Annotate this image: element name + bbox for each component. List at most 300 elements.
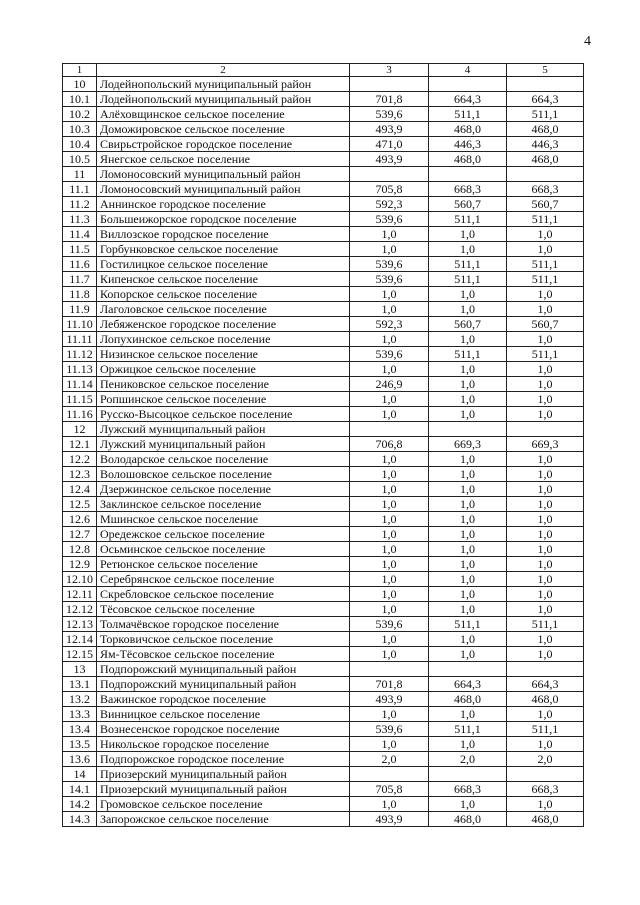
value-col-4-cell: 1,0 — [429, 227, 507, 242]
row-name-cell: Ям-Тёсовское сельское поселение — [97, 647, 350, 662]
value-col-5-cell: 511,1 — [507, 722, 584, 737]
row-name-cell: Осьминское сельское поселение — [97, 542, 350, 557]
row-number-cell: 11.6 — [63, 257, 97, 272]
value-col-4-cell: 468,0 — [429, 122, 507, 137]
value-col-5-cell: 2,0 — [507, 752, 584, 767]
row-name-cell: Заклинское сельское поселение — [97, 497, 350, 512]
row-number-cell: 10.5 — [63, 152, 97, 167]
row-number-cell: 13.3 — [63, 707, 97, 722]
value-col-4-cell: 668,3 — [429, 782, 507, 797]
header-col-5: 5 — [507, 64, 584, 77]
table-row — [63, 347, 584, 362]
table-row — [63, 497, 584, 512]
value-col-4-cell: 511,1 — [429, 722, 507, 737]
row-name-cell: Важинское городское поселение — [97, 692, 350, 707]
table-row — [63, 407, 584, 422]
value-col-3-cell: 1,0 — [350, 737, 429, 752]
value-col-4-cell: 668,3 — [429, 182, 507, 197]
value-col-3-cell: 1,0 — [350, 497, 429, 512]
value-col-4-cell: 468,0 — [429, 692, 507, 707]
table-row — [63, 587, 584, 602]
value-col-4-cell: 1,0 — [429, 497, 507, 512]
value-col-5-cell: 1,0 — [507, 542, 584, 557]
table-row — [63, 77, 584, 92]
row-name-cell: Низинское сельское поселение — [97, 347, 350, 362]
value-col-5-cell: 1,0 — [507, 227, 584, 242]
row-name-cell: Вознесенское городское поселение — [97, 722, 350, 737]
row-number-cell: 10.2 — [63, 107, 97, 122]
value-col-3-cell: 1,0 — [350, 707, 429, 722]
row-name-cell: Тёсовское сельское поселение — [97, 602, 350, 617]
row-name-cell: Ломоносовский муниципальный район — [97, 167, 350, 182]
value-col-4-cell — [429, 167, 507, 182]
value-col-4-cell: 560,7 — [429, 197, 507, 212]
value-col-4-cell: 1,0 — [429, 467, 507, 482]
value-col-3-cell: 1,0 — [350, 632, 429, 647]
table-row — [63, 527, 584, 542]
header-col-4: 4 — [429, 64, 507, 77]
row-number-cell: 14.3 — [63, 812, 97, 827]
value-col-4-cell: 1,0 — [429, 362, 507, 377]
value-col-5-cell: 511,1 — [507, 272, 584, 287]
value-col-3-cell: 706,8 — [350, 437, 429, 452]
table-row — [63, 707, 584, 722]
table-row — [63, 287, 584, 302]
value-col-4-cell: 1,0 — [429, 737, 507, 752]
value-col-5-cell: 668,3 — [507, 182, 584, 197]
table-row — [63, 512, 584, 527]
value-col-5-cell: 1,0 — [507, 407, 584, 422]
row-number-cell: 12.15 — [63, 647, 97, 662]
row-name-cell: Подпорожский муниципальный район — [97, 662, 350, 677]
row-name-cell: Володарское сельское поселение — [97, 452, 350, 467]
row-name-cell: Гостилицкое сельское поселение — [97, 257, 350, 272]
row-number-cell: 12.10 — [63, 572, 97, 587]
value-col-4-cell: 669,3 — [429, 437, 507, 452]
value-col-4-cell: 1,0 — [429, 407, 507, 422]
table-row — [63, 602, 584, 617]
row-number-cell: 11.11 — [63, 332, 97, 347]
value-col-3-cell: 1,0 — [350, 557, 429, 572]
row-number-cell: 14.2 — [63, 797, 97, 812]
value-col-4-cell: 1,0 — [429, 392, 507, 407]
value-col-3-cell: 1,0 — [350, 287, 429, 302]
value-col-5-cell: 1,0 — [507, 362, 584, 377]
value-col-5-cell: 1,0 — [507, 512, 584, 527]
table-row — [63, 302, 584, 317]
value-col-3-cell: 493,9 — [350, 812, 429, 827]
row-name-cell: Большеижорское городское поселение — [97, 212, 350, 227]
row-name-cell: Лодейнопольский муниципальный район — [97, 92, 350, 107]
table-row — [63, 392, 584, 407]
value-col-4-cell: 1,0 — [429, 602, 507, 617]
row-name-cell: Ретюнское сельское поселение — [97, 557, 350, 572]
value-col-5-cell: 1,0 — [507, 527, 584, 542]
value-col-3-cell: 1,0 — [350, 392, 429, 407]
value-col-5-cell: 1,0 — [507, 632, 584, 647]
row-number-cell: 11.15 — [63, 392, 97, 407]
value-col-4-cell — [429, 77, 507, 92]
row-name-cell: Русско-Высоцкое сельское поселение — [97, 407, 350, 422]
value-col-3-cell: 1,0 — [350, 467, 429, 482]
value-col-5-cell — [507, 167, 584, 182]
row-number-cell: 12.12 — [63, 602, 97, 617]
row-number-cell: 11.16 — [63, 407, 97, 422]
value-col-3-cell: 701,8 — [350, 677, 429, 692]
table-row — [63, 812, 584, 827]
row-number-cell: 13.4 — [63, 722, 97, 737]
table-row — [63, 422, 584, 437]
row-number-cell: 12.8 — [63, 542, 97, 557]
table-row — [63, 797, 584, 812]
value-col-3-cell: 1,0 — [350, 572, 429, 587]
value-col-4-cell: 511,1 — [429, 212, 507, 227]
value-col-5-cell: 1,0 — [507, 737, 584, 752]
value-col-5-cell: 1,0 — [507, 602, 584, 617]
value-col-4-cell — [429, 767, 507, 782]
value-col-5-cell: 560,7 — [507, 197, 584, 212]
value-col-4-cell: 664,3 — [429, 92, 507, 107]
value-col-3-cell: 246,9 — [350, 377, 429, 392]
row-number-cell: 12.1 — [63, 437, 97, 452]
value-col-5-cell — [507, 767, 584, 782]
value-col-5-cell: 1,0 — [507, 332, 584, 347]
row-number-cell: 11.13 — [63, 362, 97, 377]
row-number-cell: 10.4 — [63, 137, 97, 152]
value-col-3-cell: 471,0 — [350, 137, 429, 152]
table-row — [63, 647, 584, 662]
row-number-cell: 12 — [63, 422, 97, 437]
value-col-3-cell: 1,0 — [350, 407, 429, 422]
value-col-3-cell: 1,0 — [350, 512, 429, 527]
value-col-3-cell: 2,0 — [350, 752, 429, 767]
value-col-4-cell — [429, 422, 507, 437]
value-col-3-cell: 1,0 — [350, 332, 429, 347]
row-name-cell: Ропшинское сельское поселение — [97, 392, 350, 407]
value-col-3-cell: 1,0 — [350, 227, 429, 242]
table-row — [63, 377, 584, 392]
row-number-cell: 11.4 — [63, 227, 97, 242]
value-col-3-cell — [350, 662, 429, 677]
row-number-cell: 12.13 — [63, 617, 97, 632]
value-col-3-cell — [350, 77, 429, 92]
table-row — [63, 197, 584, 212]
value-col-4-cell: 468,0 — [429, 152, 507, 167]
row-name-cell: Толмачёвское городское поселение — [97, 617, 350, 632]
value-col-4-cell: 664,3 — [429, 677, 507, 692]
row-number-cell: 12.11 — [63, 587, 97, 602]
table-row — [63, 542, 584, 557]
value-col-5-cell: 511,1 — [507, 257, 584, 272]
header-col-1: 1 — [63, 64, 97, 77]
value-col-4-cell: 1,0 — [429, 707, 507, 722]
value-col-3-cell: 1,0 — [350, 602, 429, 617]
value-col-4-cell: 511,1 — [429, 272, 507, 287]
value-col-4-cell: 1,0 — [429, 572, 507, 587]
table-row — [63, 557, 584, 572]
row-number-cell: 11.9 — [63, 302, 97, 317]
value-col-3-cell: 1,0 — [350, 452, 429, 467]
row-name-cell: Алёховщинское сельское поселение — [97, 107, 350, 122]
value-col-5-cell: 511,1 — [507, 212, 584, 227]
value-col-4-cell: 1,0 — [429, 527, 507, 542]
header-col-3: 3 — [350, 64, 429, 77]
value-col-5-cell: 669,3 — [507, 437, 584, 452]
table-row — [63, 272, 584, 287]
value-col-5-cell: 560,7 — [507, 317, 584, 332]
value-col-5-cell: 1,0 — [507, 452, 584, 467]
value-col-5-cell: 1,0 — [507, 467, 584, 482]
value-col-3-cell: 539,6 — [350, 212, 429, 227]
row-number-cell: 13 — [63, 662, 97, 677]
row-name-cell: Никольское городское поселение — [97, 737, 350, 752]
value-col-5-cell: 1,0 — [507, 707, 584, 722]
row-name-cell: Оржицкое сельское поселение — [97, 362, 350, 377]
value-col-3-cell: 1,0 — [350, 242, 429, 257]
value-col-3-cell: 539,6 — [350, 272, 429, 287]
row-number-cell: 14 — [63, 767, 97, 782]
value-col-4-cell: 446,3 — [429, 137, 507, 152]
table-row — [63, 752, 584, 767]
value-col-5-cell: 511,1 — [507, 617, 584, 632]
row-name-cell: Громовское сельское поселение — [97, 797, 350, 812]
value-col-5-cell: 1,0 — [507, 572, 584, 587]
table-row — [63, 452, 584, 467]
header-col-2: 2 — [97, 64, 350, 77]
value-col-3-cell: 493,9 — [350, 122, 429, 137]
value-col-5-cell: 1,0 — [507, 482, 584, 497]
value-col-5-cell: 668,3 — [507, 782, 584, 797]
allocation-table — [62, 63, 584, 827]
value-col-4-cell: 1,0 — [429, 542, 507, 557]
value-col-4-cell: 468,0 — [429, 812, 507, 827]
row-number-cell: 11.3 — [63, 212, 97, 227]
value-col-5-cell: 1,0 — [507, 242, 584, 257]
value-col-5-cell: 511,1 — [507, 347, 584, 362]
row-name-cell: Лужский муниципальный район — [97, 422, 350, 437]
row-name-cell: Пениковское сельское поселение — [97, 377, 350, 392]
row-name-cell: Свирьстройское городское поселение — [97, 137, 350, 152]
row-name-cell: Винницкое сельское поселение — [97, 707, 350, 722]
value-col-5-cell: 468,0 — [507, 812, 584, 827]
row-name-cell: Приозерский муниципальный район — [97, 767, 350, 782]
value-col-5-cell: 511,1 — [507, 107, 584, 122]
row-number-cell: 12.4 — [63, 482, 97, 497]
table-row — [63, 137, 584, 152]
value-col-3-cell: 592,3 — [350, 197, 429, 212]
value-col-5-cell: 468,0 — [507, 152, 584, 167]
value-col-5-cell: 1,0 — [507, 287, 584, 302]
value-col-3-cell: 701,8 — [350, 92, 429, 107]
table-row — [63, 122, 584, 137]
row-name-cell: Доможировское сельское поселение — [97, 122, 350, 137]
row-number-cell: 13.2 — [63, 692, 97, 707]
table-row — [63, 227, 584, 242]
table-row — [63, 767, 584, 782]
row-number-cell: 11.7 — [63, 272, 97, 287]
row-name-cell: Серебрянское сельское поселение — [97, 572, 350, 587]
value-col-5-cell — [507, 662, 584, 677]
row-name-cell: Лебяженское городское поселение — [97, 317, 350, 332]
row-name-cell: Скребловское сельское поселение — [97, 587, 350, 602]
value-col-3-cell: 539,6 — [350, 617, 429, 632]
value-col-4-cell: 1,0 — [429, 242, 507, 257]
value-col-4-cell: 560,7 — [429, 317, 507, 332]
row-name-cell: Оредежское сельское поселение — [97, 527, 350, 542]
row-name-cell: Лодейнопольский муниципальный район — [97, 77, 350, 92]
value-col-5-cell: 1,0 — [507, 302, 584, 317]
value-col-5-cell: 446,3 — [507, 137, 584, 152]
value-col-4-cell: 1,0 — [429, 452, 507, 467]
table-row — [63, 362, 584, 377]
value-col-4-cell: 2,0 — [429, 752, 507, 767]
row-number-cell: 12.2 — [63, 452, 97, 467]
row-number-cell: 13.6 — [63, 752, 97, 767]
value-col-4-cell: 1,0 — [429, 512, 507, 527]
row-name-cell: Кипенское сельское поселение — [97, 272, 350, 287]
row-number-cell: 13.1 — [63, 677, 97, 692]
row-name-cell: Приозерский муниципальный район — [97, 782, 350, 797]
table-row — [63, 662, 584, 677]
row-name-cell: Янегское сельское поселение — [97, 152, 350, 167]
row-name-cell: Дзержинское сельское поселение — [97, 482, 350, 497]
value-col-3-cell: 539,6 — [350, 257, 429, 272]
row-name-cell: Торковичское сельское поселение — [97, 632, 350, 647]
value-col-3-cell: 1,0 — [350, 302, 429, 317]
value-col-4-cell: 1,0 — [429, 287, 507, 302]
row-number-cell: 10.1 — [63, 92, 97, 107]
value-col-3-cell: 539,6 — [350, 347, 429, 362]
value-col-3-cell: 1,0 — [350, 362, 429, 377]
value-col-5-cell: 1,0 — [507, 557, 584, 572]
value-col-5-cell: 664,3 — [507, 92, 584, 107]
table-row — [63, 737, 584, 752]
value-col-5-cell: 1,0 — [507, 797, 584, 812]
row-number-cell: 10 — [63, 77, 97, 92]
value-col-4-cell: 1,0 — [429, 377, 507, 392]
value-col-4-cell: 1,0 — [429, 302, 507, 317]
page-number: 4 — [584, 34, 591, 49]
value-col-5-cell: 468,0 — [507, 692, 584, 707]
value-col-5-cell: 1,0 — [507, 392, 584, 407]
value-col-3-cell: 1,0 — [350, 647, 429, 662]
table-row — [63, 677, 584, 692]
value-col-3-cell: 1,0 — [350, 797, 429, 812]
table-row — [63, 242, 584, 257]
table-row — [63, 467, 584, 482]
value-col-3-cell — [350, 767, 429, 782]
value-col-3-cell — [350, 167, 429, 182]
row-number-cell: 11 — [63, 167, 97, 182]
value-col-3-cell: 1,0 — [350, 527, 429, 542]
value-col-5-cell: 1,0 — [507, 377, 584, 392]
row-name-cell: Волошовское сельское поселение — [97, 467, 350, 482]
value-col-4-cell: 511,1 — [429, 257, 507, 272]
table-row — [63, 692, 584, 707]
value-col-3-cell — [350, 422, 429, 437]
value-col-3-cell: 705,8 — [350, 182, 429, 197]
row-name-cell: Горбунковское сельское поселение — [97, 242, 350, 257]
row-number-cell: 12.5 — [63, 497, 97, 512]
table-row — [63, 107, 584, 122]
value-col-4-cell: 1,0 — [429, 587, 507, 602]
table-row — [63, 257, 584, 272]
row-name-cell: Подпорожский муниципальный район — [97, 677, 350, 692]
row-name-cell: Подпорожское городское поселение — [97, 752, 350, 767]
row-number-cell: 12.9 — [63, 557, 97, 572]
row-number-cell: 11.2 — [63, 197, 97, 212]
value-col-4-cell: 1,0 — [429, 557, 507, 572]
row-number-cell: 12.7 — [63, 527, 97, 542]
row-name-cell: Виллозское городское поселение — [97, 227, 350, 242]
table-row — [63, 212, 584, 227]
table-row — [63, 332, 584, 347]
row-number-cell: 12.3 — [63, 467, 97, 482]
table-row — [63, 437, 584, 452]
row-number-cell: 12.6 — [63, 512, 97, 527]
value-col-4-cell: 1,0 — [429, 797, 507, 812]
row-number-cell: 11.1 — [63, 182, 97, 197]
row-number-cell: 13.5 — [63, 737, 97, 752]
table-row — [63, 782, 584, 797]
table-row — [63, 92, 584, 107]
value-col-3-cell: 1,0 — [350, 542, 429, 557]
row-number-cell: 14.1 — [63, 782, 97, 797]
value-col-3-cell: 592,3 — [350, 317, 429, 332]
value-col-4-cell: 511,1 — [429, 347, 507, 362]
value-col-4-cell: 1,0 — [429, 482, 507, 497]
value-col-3-cell: 1,0 — [350, 482, 429, 497]
value-col-5-cell: 1,0 — [507, 497, 584, 512]
table-row — [63, 572, 584, 587]
table-row — [63, 152, 584, 167]
value-col-5-cell — [507, 77, 584, 92]
row-name-cell: Запорожское сельское поселение — [97, 812, 350, 827]
row-number-cell: 11.12 — [63, 347, 97, 362]
row-name-cell: Лопухинское сельское поселение — [97, 332, 350, 347]
value-col-4-cell: 1,0 — [429, 332, 507, 347]
value-col-4-cell: 1,0 — [429, 647, 507, 662]
value-col-5-cell: 664,3 — [507, 677, 584, 692]
table-row — [63, 617, 584, 632]
value-col-4-cell: 511,1 — [429, 617, 507, 632]
value-col-4-cell — [429, 662, 507, 677]
value-col-3-cell: 539,6 — [350, 107, 429, 122]
value-col-5-cell — [507, 422, 584, 437]
row-number-cell: 12.14 — [63, 632, 97, 647]
table-row — [63, 722, 584, 737]
row-name-cell: Ломоносовский муниципальный район — [97, 182, 350, 197]
row-number-cell: 11.10 — [63, 317, 97, 332]
row-number-cell: 11.14 — [63, 377, 97, 392]
table-row — [63, 182, 584, 197]
row-name-cell: Лаголовское сельское поселение — [97, 302, 350, 317]
table-row — [63, 632, 584, 647]
table-row — [63, 482, 584, 497]
value-col-3-cell: 493,9 — [350, 152, 429, 167]
row-name-cell: Аннинское городское поселение — [97, 197, 350, 212]
value-col-3-cell: 705,8 — [350, 782, 429, 797]
value-col-3-cell: 493,9 — [350, 692, 429, 707]
row-number-cell: 11.8 — [63, 287, 97, 302]
value-col-4-cell: 511,1 — [429, 107, 507, 122]
value-col-5-cell: 1,0 — [507, 587, 584, 602]
value-col-4-cell: 1,0 — [429, 632, 507, 647]
value-col-5-cell: 468,0 — [507, 122, 584, 137]
table-header-row — [63, 64, 584, 77]
value-col-3-cell: 1,0 — [350, 587, 429, 602]
table-row — [63, 317, 584, 332]
